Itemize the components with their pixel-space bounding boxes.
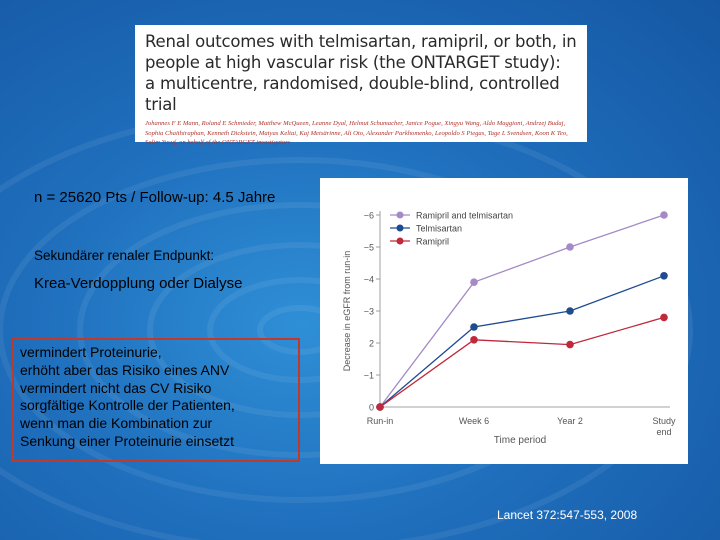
result-line: erhöht aber das Risiko eines ANV: [20, 361, 230, 378]
x-tick-label: Week 6: [458, 416, 490, 426]
y-tick-label: −1: [363, 370, 374, 381]
legend-label: Ramipril and telmisartan: [416, 210, 514, 221]
y-tick-label: 0: [368, 402, 374, 413]
endpoint-label: Sekundärer renaler Endpunkt:: [34, 248, 215, 263]
paper-title: [145, 31, 577, 115]
x-tick-label: Year 2: [557, 416, 583, 426]
y-axis-label: Decrease in eGFR from run-in: [342, 250, 352, 372]
result-line: sorgfältige Kontrolle der Patienten,: [20, 397, 235, 414]
y-tick-label: −4: [363, 274, 374, 285]
x-axis-label: Time period: [493, 435, 547, 446]
series-line: [380, 276, 664, 407]
result-line: Senkung einer Proteinurie einsetzt: [20, 432, 235, 449]
result-line: wenn man die Kombination zur: [20, 415, 213, 432]
legend-marker: [397, 225, 404, 232]
data-point: [470, 323, 478, 331]
result-line: vermindert Proteinurie,: [20, 344, 162, 360]
paper-title-line: people at high vascular risk (the ONTARGET study):: [145, 53, 561, 72]
data-point: [470, 278, 478, 286]
y-tick-label: −6: [363, 210, 374, 221]
data-point: [660, 314, 668, 322]
chart-svg: [320, 178, 688, 464]
paper-header: [135, 25, 587, 147]
data-point: [566, 243, 574, 251]
y-tick-label: −3: [363, 306, 374, 317]
legend-label: Ramipril: [416, 236, 450, 247]
result-box: [12, 338, 300, 462]
x-tick-label: end: [656, 427, 672, 437]
citation: Lancet 372:547-553, 2008: [497, 508, 638, 522]
y-tick-label: 2: [368, 338, 374, 349]
data-point: [470, 336, 478, 344]
egfr-chart: [320, 178, 688, 464]
paper-authors: Johannes F E Mann, Roland E Schmieder, Matthew McQueen, Leanne Dyal, Helmut Schumacher, Janice Pogue, Xingyu Wang, Aldo Maggioni, Andrzej Budaj, Sophia Chaithiraphan, Kenneth Dickstein, Matyas Keltai, Kaj Metsärinne, Ali Oto, Alexander Parkhomenko, Leopoldo S Piegas, Tage L Svendsen, Koon K Teo, Salim Yusuf, on behalf of the ONTARGET investigators: [145, 120, 568, 147]
legend-label: Telmisartan: [416, 223, 463, 234]
x-tick-label: Run-in: [366, 416, 394, 426]
data-point: [660, 211, 668, 219]
legend-marker: [397, 212, 404, 219]
y-tick-label: −5: [363, 242, 374, 253]
legend-marker: [397, 238, 404, 245]
data-point: [566, 307, 574, 315]
paper-title-line: Renal outcomes with telmisartan, ramipril, or both, in: [145, 32, 577, 51]
data-point: [566, 341, 574, 349]
paper-title-line: a multicentre, randomised, double-blind, controlled trial: [145, 74, 560, 114]
x-tick-label: Study: [652, 416, 676, 426]
series-line: [380, 317, 664, 407]
result-line: vermindert nicht das CV Risiko: [20, 379, 212, 396]
data-point: [660, 272, 668, 280]
data-point: [376, 403, 384, 411]
endpoint-value: Krea-Verdopplung oder Dialyse: [34, 275, 243, 292]
study-info: n = 25620 Pts / Follow-up: 4.5 Jahre: [34, 189, 276, 206]
